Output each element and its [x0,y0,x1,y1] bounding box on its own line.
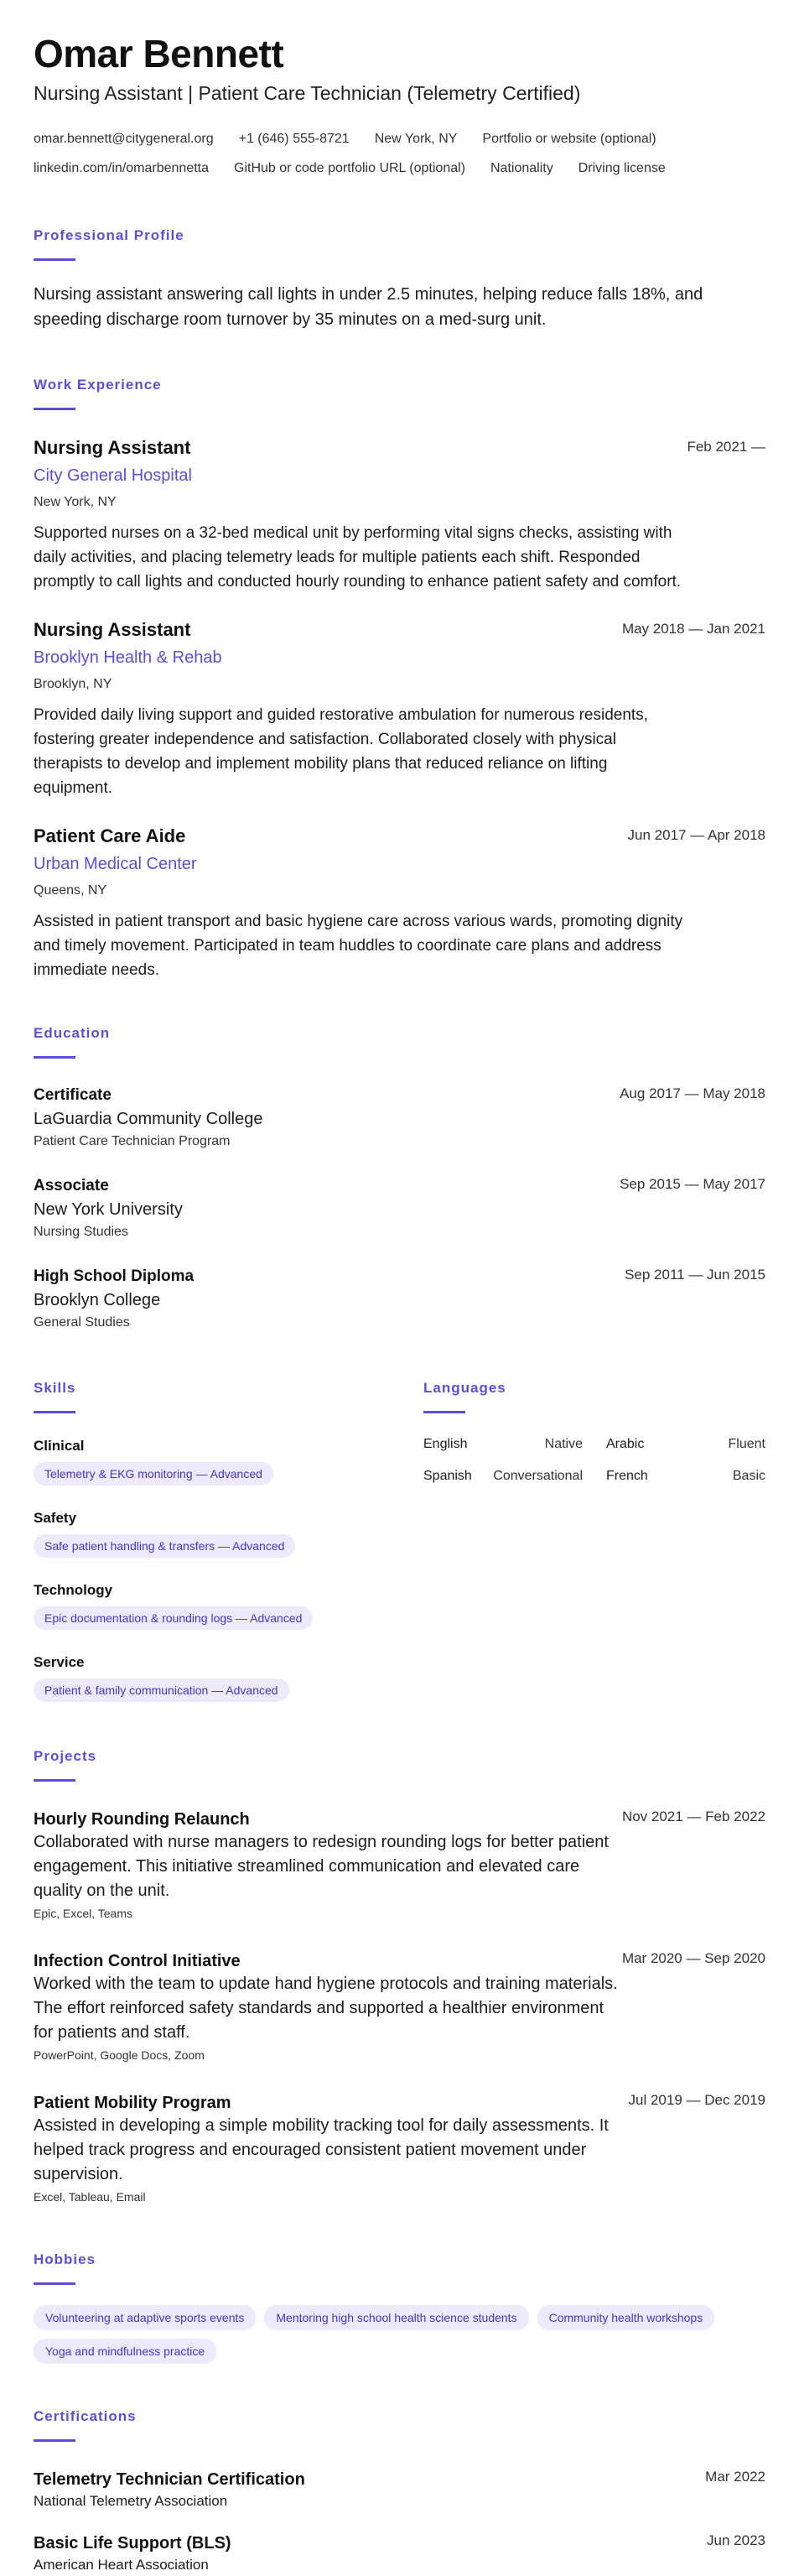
education-school: Brooklyn College [34,1291,161,1309]
language-name: Spanish [423,1469,472,1483]
education-date: Sep 2015 — May 2017 [620,1176,765,1192]
certification-entry [34,2532,765,2576]
education-date: Sep 2011 — Jun 2015 [625,1267,765,1283]
work-entry [34,824,765,982]
skills-languages-row [34,1379,765,1702]
project-tools: Excel, Tableau, Email [34,2190,146,2204]
job-description: Supported nurses on a 32-bed medical unit by performing vital signs checks, assisting with daily activities, and placing telemetry leads for multiple patients each shift. Responded promptly to call lights and conducted hourly rounding to enhance patient safety and comfort. [34,524,682,591]
education-degree: Certificate [34,1086,112,1104]
language-level: Fluent [728,1437,765,1451]
certification-entry [34,2469,765,2512]
skill-chip: Epic documentation & rounding logs — Advanced [34,1606,313,1630]
education-degree: High School Diploma [34,1267,195,1285]
education-school: New York University [34,1200,183,1219]
project-date: Nov 2021 — Feb 2022 [621,1808,765,1824]
language-item [606,1434,765,1455]
company-name: Urban Medical Center [34,855,197,873]
contact-driving-license: Driving license [578,161,666,175]
language-item [606,1465,765,1487]
work-section [34,376,765,982]
skill-chip: Telemetry & EKG monitoring — Advanced [34,1462,273,1486]
work-entry [34,435,765,594]
section-divider [34,258,75,261]
certifications-section [34,2407,765,2576]
hobbies-list [34,2305,755,2364]
projects-section [34,1747,765,2207]
candidate-headline: Nursing Assistant | Patient Care Technician (Telemetry Certified) [34,82,581,104]
project-title: Patient Mobility Program [34,2094,231,2112]
project-entry [34,1808,765,1923]
contact-nationality: Nationality [490,161,553,175]
certification-date: Jun 2023 [707,2532,765,2548]
education-date: Aug 2017 — May 2018 [620,1085,765,1101]
skill-group [34,1437,423,1486]
project-entry [34,1950,765,2065]
skill-category: Technology [34,1582,113,1598]
certification-date: Mar 2022 [705,2469,765,2485]
candidate-name: Omar Bennett [34,32,284,75]
project-date: Mar 2020 — Sep 2020 [621,1950,765,1966]
profile-section [34,226,765,332]
project-description: Assisted in developing a simple mobility tracking tool for daily assessments. It helped track progress and encouraged consistent patient movement under supervision. [34,2116,609,2183]
education-field: Patient Care Technician Program [34,1134,231,1148]
certification-name: Telemetry Technician Certification [34,2470,305,2489]
job-title: Nursing Assistant [34,437,191,458]
education-section [34,1024,765,1334]
section-divider [34,1411,75,1413]
job-description: Assisted in patient transport and basic hygiene care across various wards, promoting dignity and timely movement. Participated in team huddles to coordinate care plans and address immediate needs. [34,913,683,979]
company-name: City General Hospital [34,466,192,485]
contact-location: New York, NY [374,132,458,146]
section-divider [34,2439,75,2442]
section-title-certifications: Certifications [34,2408,137,2424]
section-divider [34,2282,75,2285]
contact-phone[interactable]: +1 (646) 555-8721 [238,132,350,146]
skill-category: Safety [34,1510,77,1526]
job-description: Provided daily living support and guided restorative ambulation for numerous residents, fostering greater independence and satisfaction. Collaborated closely with physical therapists to develop and implement mobility plans that reduced reliance on lifting equipment. [34,706,648,797]
work-date: May 2018 — Jan 2021 [621,621,765,637]
language-item [423,1465,583,1487]
skill-group [34,1509,423,1558]
project-title: Hourly Rounding Relaunch [34,1810,250,1829]
project-description: Worked with the team to update hand hygiene protocols and training materials. The effort reinforced safety standards and supported a healthier environment for patients and staff. [34,1975,618,2042]
work-date: Jun 2017 — Apr 2018 [627,827,765,843]
hobby-chip: Community health workshops [537,2305,715,2330]
skill-category: Service [34,1654,85,1670]
project-description: Collaborated with nurse managers to redesign rounding logs for better patient engagement. This initiative streamlined communication and elevated care quality on the unit. [34,1833,609,1900]
language-level: Conversational [493,1469,583,1483]
language-name: English [423,1437,468,1451]
section-divider [423,1411,465,1413]
project-tools: PowerPoint, Google Docs, Zoom [34,2048,205,2062]
hobby-chip: Volunteering at adaptive sports events [34,2305,256,2330]
certification-issuer: National Telemetry Association [34,2493,228,2509]
languages-grid [423,1434,765,1487]
education-entry [34,1174,765,1243]
section-title-skills: Skills [34,1380,76,1396]
job-location: Queens, NY [34,883,107,898]
contact-linkedin[interactable]: linkedin.com/in/omarbennetta [34,161,210,175]
hobbies-section [34,2251,765,2364]
language-name: French [606,1469,648,1483]
section-title-projects: Projects [34,1748,97,1764]
section-title-languages: Languages [423,1380,506,1396]
education-entry [34,1265,765,1334]
skills-section [34,1379,423,1702]
section-divider [34,408,75,410]
contact-github[interactable]: GitHub or code portfolio URL (optional) [234,161,465,175]
job-location: New York, NY [34,495,117,509]
contact-info [34,124,755,183]
skill-chip: Safe patient handling & transfers — Advanced [34,1534,295,1558]
hobby-chip: Yoga and mindfulness practice [34,2339,216,2364]
education-entry [34,1084,765,1153]
section-divider [34,1056,75,1059]
certification-name: Basic Life Support (BLS) [34,2534,231,2553]
languages-section [423,1379,765,1702]
job-title: Patient Care Aide [34,825,186,846]
work-date: Feb 2021 — [687,439,765,455]
company-name: Brooklyn Health & Rehab [34,648,222,667]
contact-portfolio[interactable]: Portfolio or website (optional) [482,132,656,146]
project-entry [34,2092,765,2207]
education-field: Nursing Studies [34,1225,128,1239]
education-school: LaGuardia Community College [34,1110,263,1128]
language-name: Arabic [606,1437,645,1451]
skill-group [34,1581,423,1630]
section-title-hobbies: Hobbies [34,2251,96,2267]
profile-summary: Nursing assistant answering call lights in under 2.5 minutes, helping reduce falls 18%, and speeding discharge room turnover by 35 minutes on a med-surg unit. [34,285,703,329]
certification-issuer: American Heart Association [34,2557,209,2573]
job-title: Nursing Assistant [34,619,191,640]
language-level: Basic [732,1469,765,1483]
contact-email[interactable]: omar.bennett@citygeneral.org [34,132,214,146]
education-degree: Associate [34,1177,109,1194]
section-title-work: Work Experience [34,377,162,393]
skill-category: Clinical [34,1438,85,1454]
section-title-profile: Professional Profile [34,227,184,243]
education-field: General Studies [34,1315,130,1330]
project-date: Jul 2019 — Dec 2019 [628,2092,765,2108]
job-location: Brooklyn, NY [34,677,112,691]
skill-chip: Patient & family communication — Advanced [34,1678,289,1702]
section-title-education: Education [34,1025,111,1041]
project-title: Infection Control Initiative [34,1952,241,1970]
language-level: Native [544,1437,583,1451]
work-entry [34,617,765,800]
skill-group [34,1653,423,1702]
resume-header [34,30,765,183]
section-divider [34,1779,75,1782]
hobby-chip: Mentoring high school health science students [264,2305,528,2330]
project-tools: Epic, Excel, Teams [34,1907,133,1920]
language-item [423,1434,583,1455]
